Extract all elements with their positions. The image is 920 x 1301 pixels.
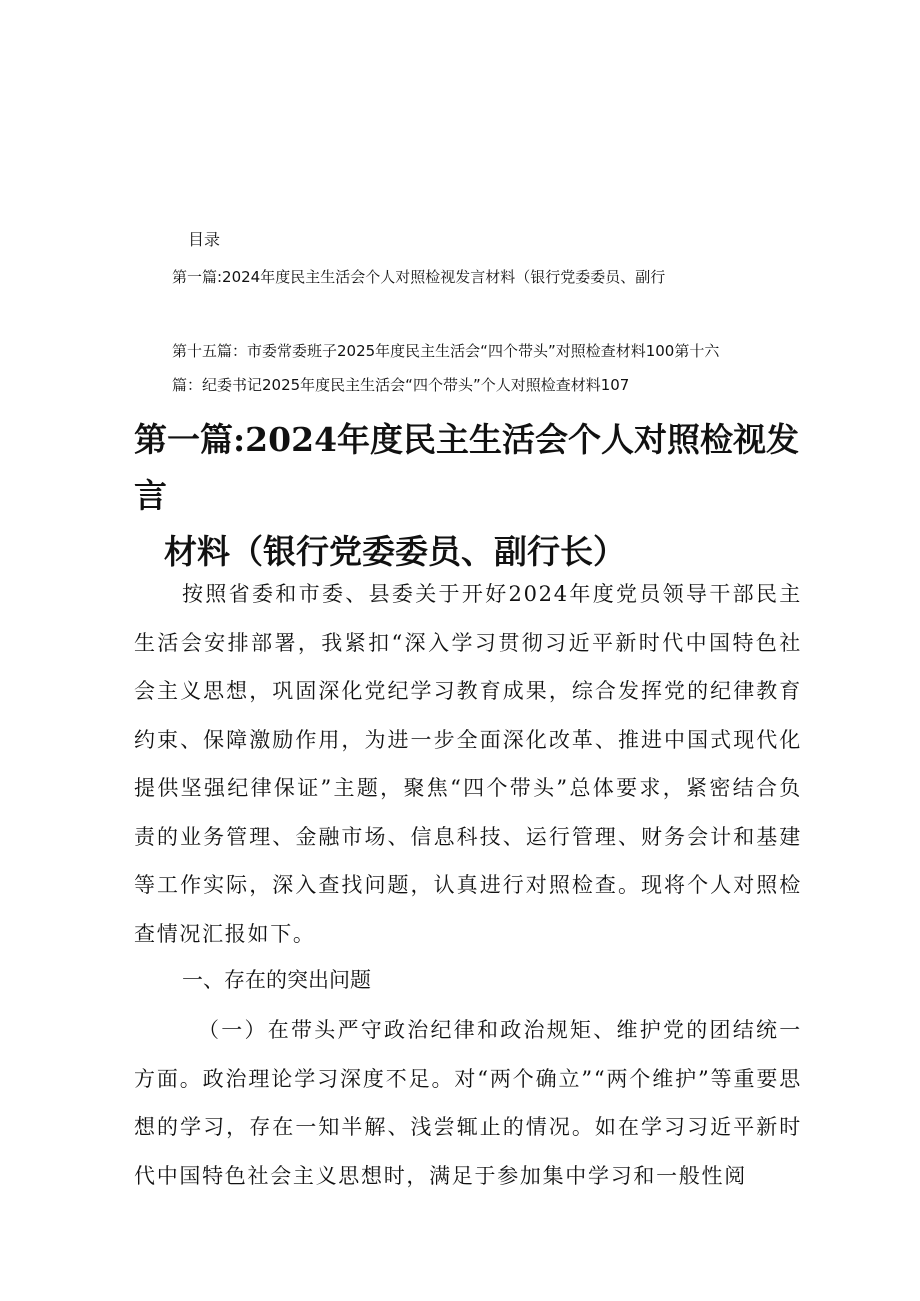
toc-entry: 第一篇:2024年度民主生活会个人对照检视发言材料（银行党委委员、副行 bbox=[172, 268, 666, 286]
intro-paragraph: 按照省委和市委、县委关于开好2024年度党员领导干部民主生活会安排部署，我紧扣“深入学习贯彻习近平新时代中国特色社会主义思想，巩固深化党纪学习教育成果，综合发挥党的纪律教育约束、保障激励作用，为进一步全面深化改革、推进中国式现代化提供坚强纪律保证”主题，聚焦“四个带头”总体要求，紧密结合负责的业务管理、金融市场、信息科技、运行管理、财务会计和基建等工作实际，深入查找问题，认真进行对照检查。现将个人对照检查情况汇报如下。 bbox=[134, 582, 802, 946]
article-title bbox=[134, 412, 814, 580]
toc-heading: 目录 bbox=[188, 230, 221, 249]
article-title-line1: 第一篇:2024年度民主生活会个人对照检视发言 bbox=[134, 420, 800, 515]
article-title-line2: 材料（银行党委委员、副行长） bbox=[164, 532, 626, 571]
toc-entry: 篇：纪委书记2025年度民主生活会“四个带头”个人对照检查材料107 bbox=[172, 376, 630, 394]
section-paragraph: （一）在带头严守政治纪律和政治规矩、维护党的团结统一方面。政治理论学习深度不足。对“两个确立”“两个维护”等重要思想的学习，存在一知半解、浅尝辄止的情况。如在学习习近平新时代中国特色社会主义思想时，满足于参加集中学习和一般性阅 bbox=[134, 1018, 802, 1188]
toc-entry: 第十五篇：市委常委班子2025年度民主生活会“四个带头”对照检查材料100第十六 bbox=[172, 342, 720, 360]
section-heading: 一、存在的突出问题 bbox=[182, 968, 371, 992]
